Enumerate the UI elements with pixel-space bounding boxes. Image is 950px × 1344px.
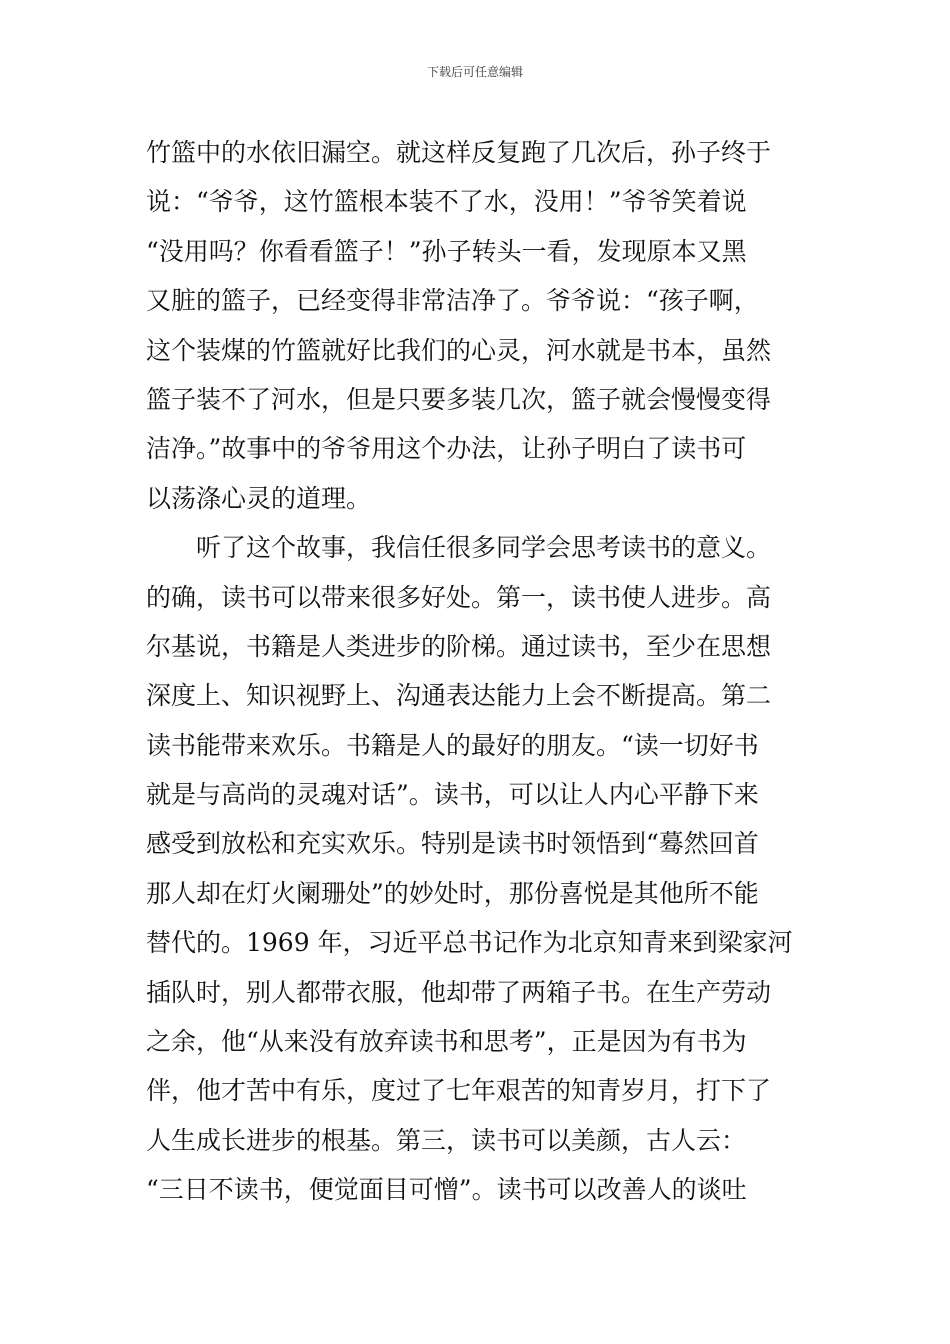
text-line: 篮子装不了河水，但是只要多装几次，篮子就会慢慢变得 — [146, 384, 772, 414]
text-line: 之余，他“从来没有放弃读书和思考”，正是因为有书为 — [146, 1027, 747, 1057]
text-line: 的确，读书可以带来很多好处。第一，读书使人进步。高 — [146, 582, 772, 612]
text-line: “没用吗？你看看篮子！”孙子转头一看，发现原本又黑 — [146, 236, 747, 266]
text-line: “三日不读书，便觉面目可憎”。读书可以改善人的谈吐 — [146, 1175, 747, 1205]
text-line: 读书能带来欢乐。书籍是人的最好的朋友。“读一切好书 — [146, 730, 759, 760]
text-line: 就是与高尚的灵魂对话”。读书，可以让人内心平静下来 — [146, 780, 759, 810]
text-line: 那人却在灯火阑珊处”的妙处时，那份喜悦是其他所不能 — [146, 878, 759, 908]
text-line: 深度上、知识视野上、沟通表达能力上会不断提高。第二 — [146, 681, 772, 711]
text-line: 伴，他才苦中有乐，度过了七年艰苦的知青岁月，打下了 — [146, 1076, 772, 1106]
text-line: 这个装煤的竹篮就好比我们的心灵，河水就是书本，虽然 — [146, 335, 772, 365]
text-line: 感受到放松和充实欢乐。特别是读书时领悟到“蓦然回首 — [146, 829, 759, 859]
text-line: 以荡涤心灵的道理。 — [146, 483, 372, 513]
text-line: 又脏的篮子，已经变得非常洁净了。爷爷说：“孩子啊， — [146, 286, 759, 316]
page-header: 下载后可任意编辑 — [426, 65, 523, 79]
text-line: 洁净。”故事中的爷爷用这个办法，让孙子明白了读书可 — [146, 434, 747, 464]
text-line: 尔基说，书籍是人类进步的阶梯。通过读书，至少在思想 — [146, 631, 772, 661]
text-line: 替代的。1969 年，习近平总书记作为北京知青来到梁家河 — [146, 928, 793, 958]
body-text — [146, 128, 816, 1215]
text-line: 人生成长进步的根基。第三，读书可以美颜，古人云： — [146, 1125, 747, 1155]
text-line: 竹篮中的水依旧漏空。就这样反复跑了几次后，孙子终于 — [146, 138, 772, 167]
text-line: 插队时，别人都带衣服，他却带了两箱子书。在生产劳动 — [146, 977, 772, 1007]
paragraph-first-line: 听了这个故事，我信任很多同学会思考读书的意义。 — [196, 533, 772, 563]
text-line: 说：“爷爷，这竹篮根本装不了水，没用！”爷爷笑着说 — [146, 187, 747, 217]
